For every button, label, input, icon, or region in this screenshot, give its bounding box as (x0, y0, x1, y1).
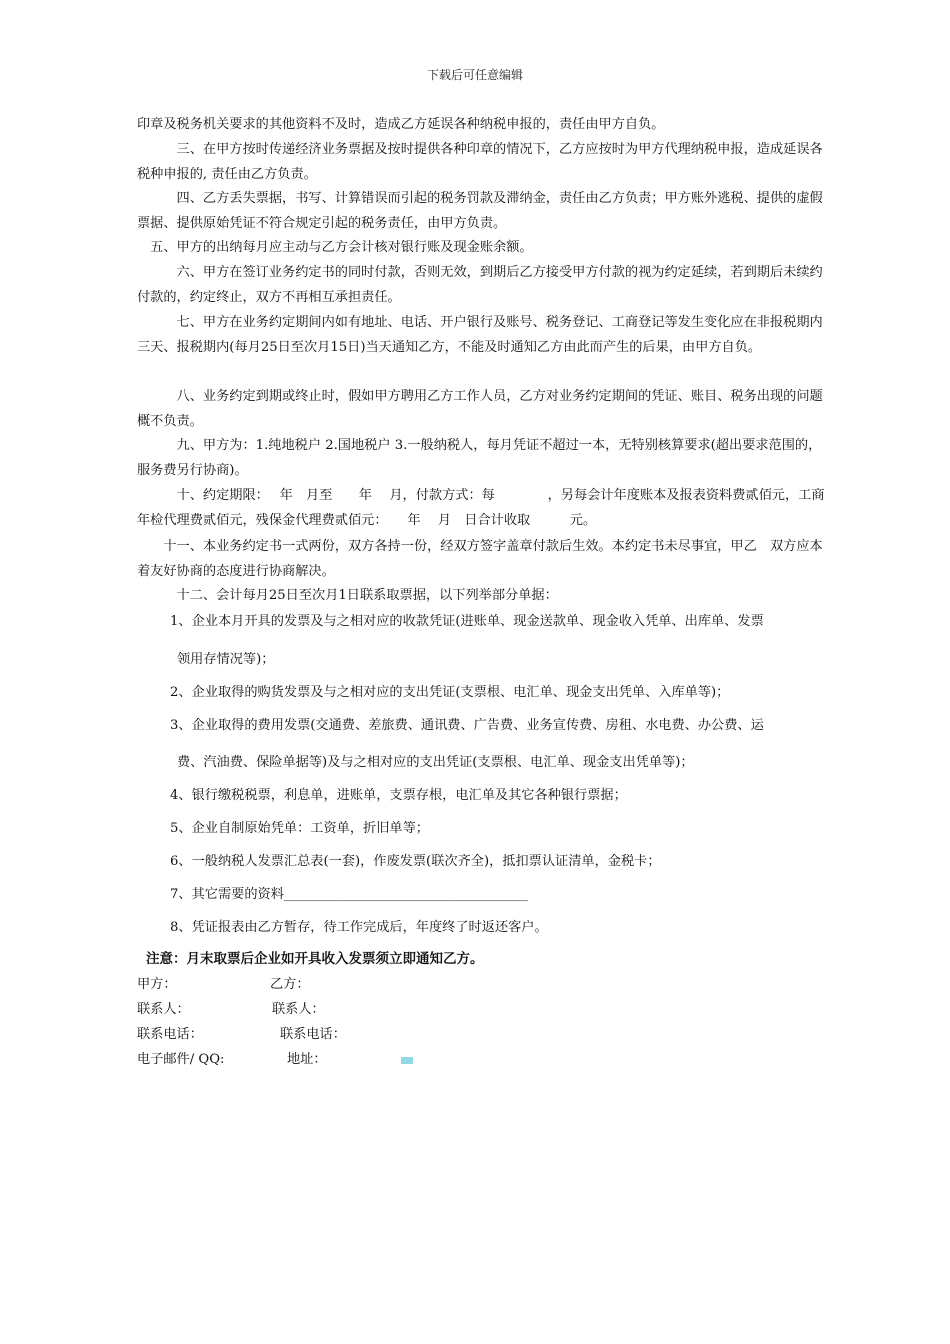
paragraph-11: 十一、本业务约定书一式两份，双方各持一份，经双方签字盖章付款后生效。本约定书未尽事宜，甲乙 双方应本着友好协商的态度进行协商解决。 (137, 539, 823, 579)
email-a-label: 电子邮件/ QQ: (137, 1052, 225, 1067)
list-item-3: 3、企业取得的费用发票(交通费、差旅费、通讯费、广告费、业务宣传费、房租、水电费、办公费、运 (170, 718, 764, 733)
contact-b-label: 联系人： (272, 1002, 325, 1017)
phone-b-label: 联系电话： (280, 1027, 346, 1042)
list-item-6: 6、一般纳税人发票汇总表(一套)，作废发票(联次齐全)，抵扣票认证清单，金税卡； (170, 854, 661, 869)
list-item-2: 2、企业取得的购货发票及与之相对应的支出凭证(支票根、电汇单、现金支出凭单、入库单等)； (170, 685, 730, 700)
list-item-3-cont: 费、汽油费、保险单据等)及与之相对应的支出凭证(支票根、电汇单、现金支出凭单等)； (177, 755, 694, 770)
paragraph-5: 五、甲方的出纳每月应主动与乙方会计核对银行账及现金账余额。 (137, 240, 533, 255)
paragraph-12: 十二、会计每月25日至次月1日联系取票据，以下列举部分单据： (137, 588, 558, 603)
notice: 注意：月末取票后企业如开具收入发票须立即通知乙方。 (146, 951, 484, 967)
paragraph-7: 七、甲方在业务约定期间内如有地址、电话、开户银行及账号、税务登记、工商登记等发生变化应在非报税期内三天、报税期内(每月25日至次月15日)当天通知乙方，不能及时通知乙方由此而产生的后果，由甲方自负。 (137, 315, 823, 355)
paragraph-6: 六、甲方在签订业务约定书的同时付款，否则无效，到期后乙方接受甲方付款的视为约定延续，若到期后未续约付款的，约定终止，双方不再相互承担责任。 (137, 265, 823, 305)
paragraph-3: 三、在甲方按时传递经济业务票据及按时提供各种印章的情况下，乙方应按时为甲方代理纳税申报，造成延误各税种申报的, 责任由乙方负责。 (137, 142, 823, 182)
list-item-1: 1、企业本月开具的发票及与之相对应的收款凭证(进账单、现金送款单、现金收入凭单、出库单、发票 (170, 614, 764, 629)
list-item-5: 5、企业自制原始凭单：工资单，折旧单等； (170, 821, 429, 836)
highlight-marker (401, 1057, 413, 1064)
phone-a-label: 联系电话： (137, 1027, 203, 1042)
paragraph-0: 印章及税务机关要求的其他资料不及时，造成乙方延误各种纳税申报的，责任由甲方自负。 (137, 117, 665, 132)
paragraph-8: 八、业务约定到期或终止时，假如甲方聘用乙方工作人员，乙方对业务约定期间的凭证、账目、税务出现的问题概不负责。 (137, 389, 823, 429)
list-item-7: 7、其它需要的资料_____________________________________ (170, 887, 528, 902)
address-b-label: 地址： (287, 1052, 327, 1067)
contact-a-label: 联系人： (137, 1002, 190, 1017)
party-a-label: 甲方： (137, 977, 177, 992)
list-item-4: 4、银行缴税税票，利息单，进账单，支票存根，电汇单及其它各种银行票据； (170, 788, 627, 803)
list-item-1-cont: 领用存情况等)； (177, 652, 275, 667)
party-b-label: 乙方： (270, 977, 310, 992)
paragraph-9: 九、甲方为：1.纯地税户 2.国地税户 3.一般纳税人，每月凭证不超过一本，无特别核算要求(超出要求范围的，服务费另行协商)。 (137, 438, 822, 478)
list-item-8: 8、凭证报表由乙方暂存，待工作完成后，年度终了时返还客户。 (170, 920, 548, 935)
paragraph-4: 四、乙方丢失票据，书写、计算错误而引起的税务罚款及滞纳金，责任由乙方负责；甲方账外逃税、提供的虚假票据、提供原始凭证不符合规定引起的税务责任，由甲方负责。 (137, 191, 823, 231)
paragraph-10: 十、约定期限： 年 月至 年 月，付款方式：每 ，另每会计年度账本及报表资料费贰佰元，工商年检代理费贰佰元，残保金代理费贰佰元： 年 月 日合计收取 元。 (137, 488, 825, 528)
page-header: 下载后可任意编辑 (426, 68, 523, 82)
